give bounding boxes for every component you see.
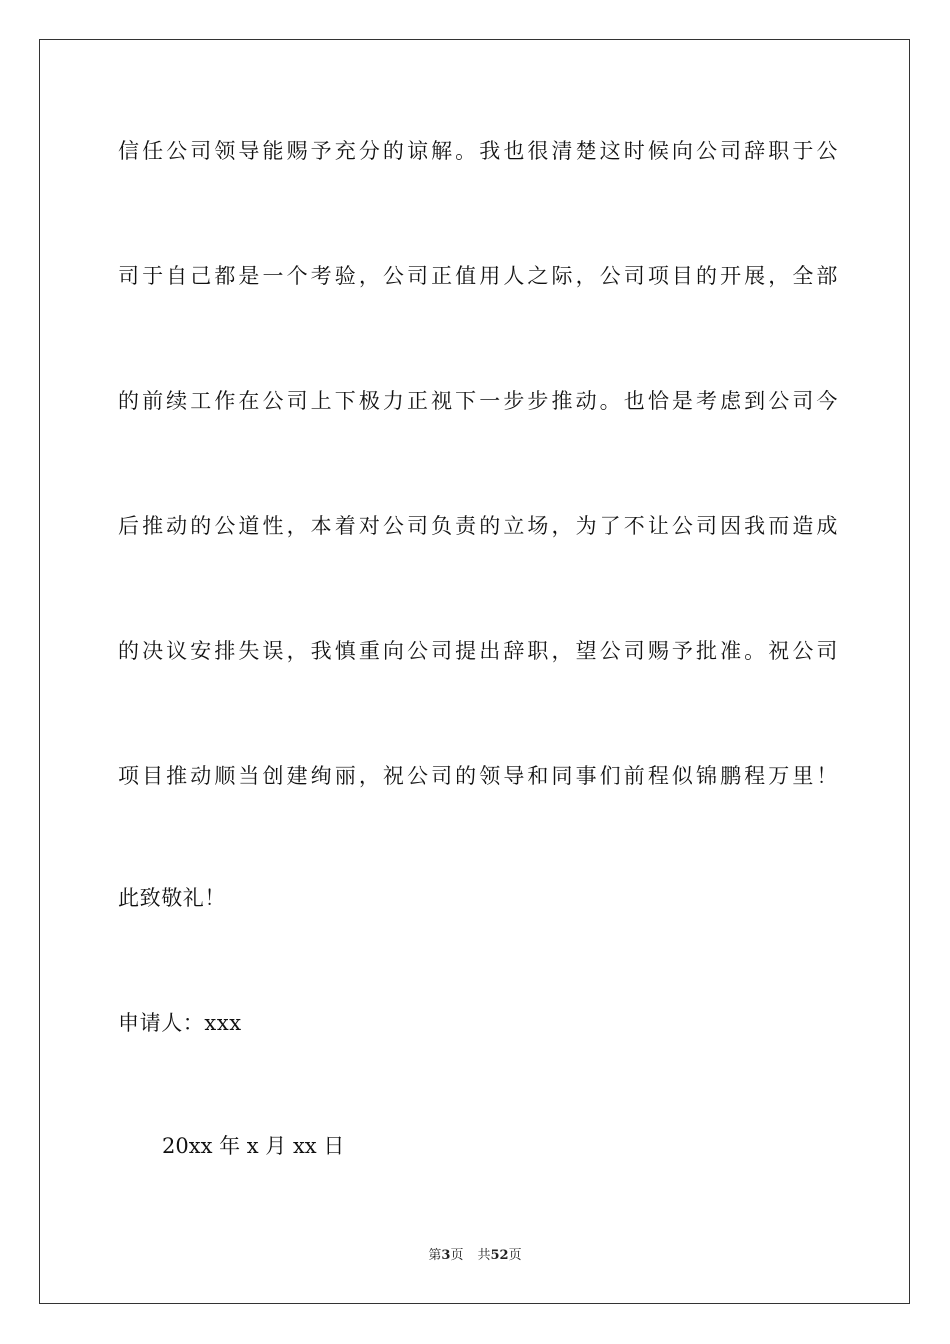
letter-line-4: 后推动的公道性，本着对公司负责的立场，为了不让公司因我而造成 (118, 514, 838, 538)
letter-line-5: 的决议安排失误，我慎重向公司提出辞职，望公司赐予批准。祝公司 (118, 639, 838, 663)
letter-line-1: 信任公司领导能赐予充分的谅解。我也很清楚这时候向公司辞职于公 (118, 139, 838, 163)
letter-line-3: 的前续工作在公司上下极力正视下一步步推动。也恰是考虑到公司今 (118, 389, 838, 413)
letter-date: 20xx 年 x 月 xx 日 (162, 1134, 345, 1158)
page-footer (0, 1248, 950, 1264)
total-prefix: 共 (477, 1248, 491, 1263)
total-page-count: 52 (490, 1248, 509, 1263)
page-prefix: 第 (428, 1248, 442, 1263)
current-page-number: 3 (441, 1248, 451, 1263)
applicant-signature: 申请人：xxx (118, 1011, 242, 1035)
page-suffix: 页 (450, 1248, 464, 1263)
page-border (39, 39, 910, 1304)
total-suffix: 页 (508, 1248, 522, 1263)
letter-line-2: 司于自己都是一个考验，公司正值用人之际，公司项目的开展，全部 (118, 264, 838, 288)
letter-line-6: 项目推动顺当创建绚丽，祝公司的领导和同事们前程似锦鹏程万里！ (118, 764, 838, 788)
closing-salutation: 此致敬礼！ (118, 886, 226, 910)
